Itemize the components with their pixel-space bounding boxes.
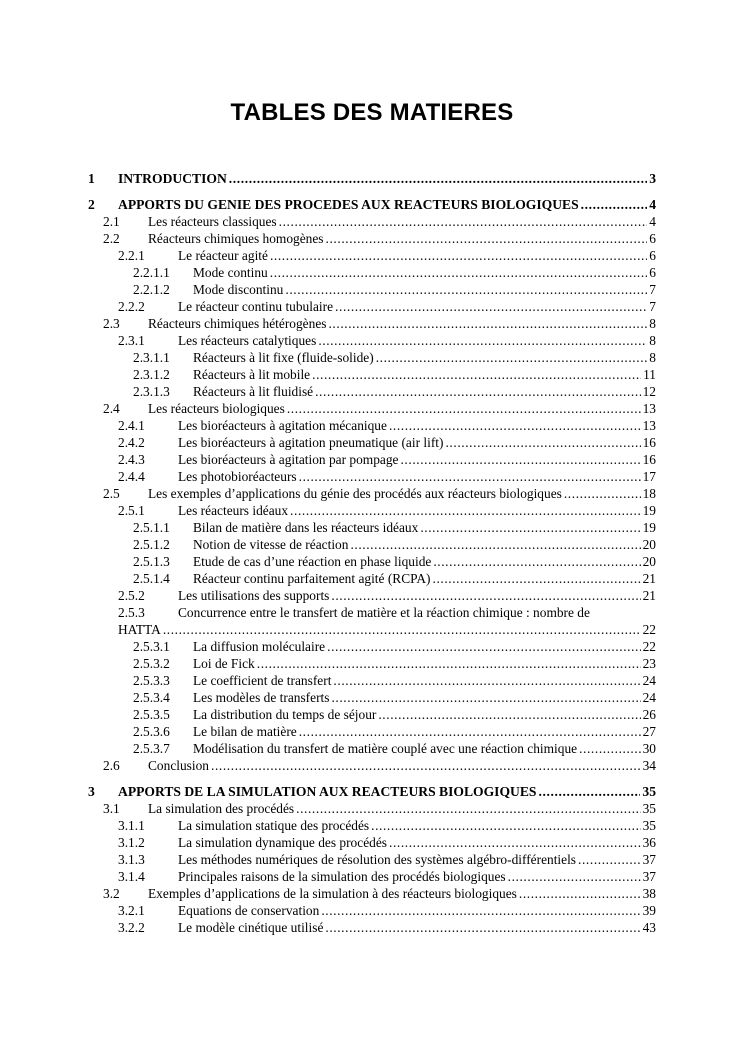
toc-entry-number: 3.2 — [103, 886, 120, 901]
toc-entry-title: Etude de cas d’une réaction en phase liquide — [193, 554, 432, 569]
toc-entry-page: 3 — [649, 171, 656, 186]
toc-entry-title: Les bioréacteurs à agitation pneumatique (air lift) — [178, 435, 444, 450]
toc-leader-dots — [163, 621, 641, 638]
toc-entry[interactable] — [88, 264, 656, 281]
toc-entry[interactable] — [88, 383, 656, 400]
toc-entry-number: 2.1 — [103, 214, 120, 229]
toc-leader-dots — [581, 196, 648, 213]
toc-leader-dots — [389, 417, 641, 434]
toc-leader-dots — [257, 655, 641, 672]
toc-entry-page: 36 — [642, 835, 656, 850]
toc-leader-dots — [335, 298, 647, 315]
toc-entry[interactable] — [88, 723, 656, 740]
toc-entry-title: Réacteurs à lit mobile — [193, 367, 311, 382]
toc-leader-dots — [327, 638, 640, 655]
toc-leader-dots — [315, 383, 641, 400]
toc-entry[interactable] — [88, 868, 656, 885]
toc-entry-page: 26 — [642, 707, 656, 722]
toc-entry-title: Le modèle cinétique utilisé — [178, 920, 324, 935]
toc-entry-title: La simulation statique des procédés — [178, 818, 370, 833]
toc-entry-number: 2.5.1.3 — [133, 554, 170, 569]
toc-entry-page: 19 — [642, 520, 656, 535]
toc-leader-dots — [578, 851, 641, 868]
toc-entry-page: 13 — [642, 418, 656, 433]
toc-entry[interactable] — [88, 655, 656, 672]
toc-entry-title: APPORTS DU GENIE DES PROCEDES AUX REACTEURS BIOLOGIQUES — [118, 197, 579, 212]
toc-entry-number: 2.5.3.4 — [133, 690, 170, 705]
toc-entry-title: Mode continu — [193, 265, 268, 280]
toc-leader-dots — [325, 919, 640, 936]
toc-leader-dots — [285, 281, 647, 298]
toc-entry-page: 18 — [642, 486, 656, 501]
toc-entry-title: Réacteurs chimiques homogènes — [148, 231, 324, 246]
toc-entry-number: 3 — [88, 784, 95, 799]
toc-entry[interactable] — [88, 919, 656, 936]
toc-entry-title: Les méthodes numériques de résolution des systèmes algébro-différentiels — [178, 852, 577, 867]
toc-leader-dots — [229, 170, 647, 187]
toc-entry-page: 39 — [642, 903, 656, 918]
toc-entry[interactable] — [88, 587, 656, 604]
toc-entry-title: Réacteurs à lit fixe (fluide-solide) — [193, 350, 374, 365]
toc-entry-page: 34 — [642, 758, 656, 773]
toc-entry-page: 8 — [649, 350, 656, 365]
toc-entry-number: 3.2.1 — [118, 903, 145, 918]
toc-entry-page: 17 — [642, 469, 656, 484]
toc-entry-title: Réacteurs à lit fluidisé — [193, 384, 314, 399]
toc-entry-title: Principales raisons de la simulation des procédés biologiques — [178, 869, 506, 884]
toc-entry-title: Les bioréacteurs à agitation mécanique — [178, 418, 387, 433]
toc-entry-number: 2.5.3.1 — [133, 639, 170, 654]
toc-entry[interactable] — [88, 196, 656, 213]
toc-entry-number: 2.3.1.2 — [133, 367, 170, 382]
toc-entry-page: 6 — [649, 248, 656, 263]
toc-entry-page: 37 — [642, 852, 656, 867]
toc-leader-dots — [433, 570, 641, 587]
toc-entry-number: 2.5.1 — [118, 503, 145, 518]
toc-entry[interactable] — [88, 834, 656, 851]
toc-entry[interactable] — [88, 434, 656, 451]
toc-entry-number: 2.2.1 — [118, 248, 145, 263]
toc-entry[interactable] — [88, 519, 656, 536]
toc-entry[interactable] — [88, 638, 656, 655]
toc-entry[interactable] — [88, 468, 656, 485]
toc-entry[interactable] — [88, 604, 656, 621]
toc-entry-number: 3.1.1 — [118, 818, 145, 833]
toc-entry[interactable] — [88, 570, 656, 587]
toc-entry-page: 4 — [649, 197, 656, 212]
toc-leader-dots — [270, 247, 647, 264]
table-of-contents — [88, 170, 656, 936]
toc-leader-dots — [318, 332, 647, 349]
toc-entry[interactable] — [88, 332, 656, 349]
toc-entry-number: 2.6 — [103, 758, 120, 773]
toc-entry[interactable] — [88, 451, 656, 468]
toc-entry-page: 7 — [649, 299, 656, 314]
toc-entry-number: 2.5.1.1 — [133, 520, 170, 535]
toc-leader-dots — [328, 315, 647, 332]
toc-entry-page: 43 — [642, 920, 656, 935]
toc-entry-number: 2.3.1.1 — [133, 350, 170, 365]
toc-entry[interactable] — [88, 502, 656, 519]
toc-leader-dots — [539, 783, 641, 800]
toc-entry-page: 6 — [649, 265, 656, 280]
toc-entry-title: Les réacteurs idéaux — [178, 503, 289, 518]
toc-entry[interactable] — [88, 366, 656, 383]
toc-leader-dots — [312, 366, 641, 383]
toc-entry[interactable] — [88, 281, 656, 298]
toc-leader-dots — [420, 519, 640, 536]
toc-entry-title: APPORTS DE LA SIMULATION AUX REACTEURS BIOLOGIQUES — [118, 784, 537, 799]
toc-entry-title: Les réacteurs classiques — [148, 214, 277, 229]
toc-leader-dots — [400, 451, 640, 468]
toc-entry-number: 2.5.2 — [118, 588, 145, 603]
toc-leader-dots — [389, 834, 641, 851]
toc-entry-number: 2.4.4 — [118, 469, 145, 484]
toc-entry-page: 8 — [649, 316, 656, 331]
toc-entry-page: 8 — [649, 333, 656, 348]
toc-leader-dots — [433, 553, 640, 570]
toc-entry-title: La simulation dynamique des procédés — [178, 835, 387, 850]
toc-entry-number: 2.5.3.7 — [133, 741, 170, 756]
toc-entry-number: 1 — [88, 171, 95, 186]
toc-entry[interactable] — [88, 902, 656, 919]
toc-entry[interactable] — [88, 400, 656, 417]
toc-entry[interactable] — [88, 757, 656, 774]
toc-leader-dots — [331, 587, 640, 604]
toc-entry-title: Réacteur continu parfaitement agité (RCPA) — [193, 571, 431, 586]
toc-entry-page: 35 — [642, 818, 656, 833]
toc-entry-number: 2.5.1.4 — [133, 571, 170, 586]
toc-entry-number: 3.2.2 — [118, 920, 145, 935]
toc-entry-continuation[interactable] — [88, 621, 656, 638]
toc-entry-page: 21 — [642, 588, 656, 603]
toc-leader-dots — [508, 868, 641, 885]
toc-entry-page: 7 — [649, 282, 656, 297]
toc-entry-page: 13 — [642, 401, 656, 416]
toc-entry-title: Les photobioréacteurs — [178, 469, 297, 484]
toc-entry-number: 2.3 — [103, 316, 120, 331]
toc-entry-number: 2.2.2 — [118, 299, 145, 314]
toc-entry-page: 19 — [642, 503, 656, 518]
toc-leader-dots — [445, 434, 640, 451]
toc-entry-title: Concurrence entre le transfert de matière et la réaction chimique : nombre de — [178, 605, 590, 620]
toc-leader-dots — [296, 800, 640, 817]
toc-entry-title: Les utilisations des supports — [178, 588, 330, 603]
toc-entry-number: 2.5.3.6 — [133, 724, 170, 739]
toc-entry-number: 2.5.1.2 — [133, 537, 170, 552]
toc-entry[interactable] — [88, 783, 656, 800]
toc-leader-dots — [321, 902, 640, 919]
toc-entry[interactable] — [88, 170, 656, 187]
toc-leader-dots — [579, 740, 641, 757]
toc-entry-title: Les exemples d’applications du génie des procédés aux réacteurs biologiques — [148, 486, 562, 501]
toc-entry-title: Le coefficient de transfert — [193, 673, 332, 688]
toc-entry-number: 2 — [88, 197, 95, 212]
toc-leader-dots — [279, 213, 648, 230]
toc-entry[interactable] — [88, 230, 656, 247]
toc-entry-page: 35 — [642, 784, 656, 799]
toc-entry-number: 2.5.3 — [118, 605, 145, 620]
toc-entry-title: HATTA — [118, 622, 161, 637]
toc-entry-number: 2.2 — [103, 231, 120, 246]
toc-entry-page: 35 — [642, 801, 656, 816]
toc-entry-title: Le bilan de matière — [193, 724, 297, 739]
toc-entry-title: Les modèles de transferts — [193, 690, 330, 705]
page-title: TABLES DES MATIERES — [230, 99, 514, 126]
toc-entry-title: Conclusion — [148, 758, 210, 773]
toc-entry-title: Notion de vitesse de réaction — [193, 537, 349, 552]
toc-entry[interactable] — [88, 553, 656, 570]
toc-entry-page: 16 — [642, 435, 656, 450]
toc-entry-number: 2.4 — [103, 401, 120, 416]
toc-entry-title: Equations de conservation — [178, 903, 320, 918]
toc-leader-dots — [350, 536, 640, 553]
toc-entry[interactable] — [88, 740, 656, 757]
toc-entry-number: 3.1.2 — [118, 835, 145, 850]
toc-entry[interactable] — [88, 247, 656, 264]
toc-entry-page: 20 — [642, 537, 656, 552]
toc-leader-dots — [564, 485, 641, 502]
toc-entry-title: Exemples d’applications de la simulation à des réacteurs biologiques — [148, 886, 517, 901]
toc-entry[interactable] — [88, 689, 656, 706]
toc-entry-number: 3.1.3 — [118, 852, 145, 867]
toc-leader-dots — [290, 502, 641, 519]
toc-entry-page: 22 — [642, 622, 656, 637]
toc-entry-number: 2.5.3.3 — [133, 673, 170, 688]
toc-entry-title: Réacteurs chimiques hétérogènes — [148, 316, 327, 331]
toc-entry-page: 37 — [642, 869, 656, 884]
toc-entry-number: 3.1.4 — [118, 869, 145, 884]
toc-leader-dots — [287, 400, 641, 417]
toc-entry-number: 2.2.1.2 — [133, 282, 170, 297]
toc-entry[interactable] — [88, 485, 656, 502]
toc-leader-dots — [378, 706, 640, 723]
toc-entry[interactable] — [88, 349, 656, 366]
toc-leader-dots — [376, 349, 648, 366]
toc-entry-title: Les réacteurs catalytiques — [178, 333, 317, 348]
toc-entry-page: 38 — [642, 886, 656, 901]
toc-entry-page: 11 — [643, 367, 656, 382]
toc-entry-title: Les réacteurs biologiques — [148, 401, 285, 416]
toc-leader-dots — [331, 689, 640, 706]
toc-entry-number: 2.5.3.2 — [133, 656, 170, 671]
toc-entry-page: 22 — [642, 639, 656, 654]
toc-entry[interactable] — [88, 213, 656, 230]
toc-entry-title: Bilan de matière dans les réacteurs idéaux — [193, 520, 419, 535]
toc-entry-number: 2.2.1.1 — [133, 265, 170, 280]
toc-entry[interactable] — [88, 298, 656, 315]
toc-entry-number: 2.4.3 — [118, 452, 145, 467]
toc-entry-page: 21 — [642, 571, 656, 586]
toc-entry-title: La distribution du temps de séjour — [193, 707, 377, 722]
toc-leader-dots — [326, 230, 648, 247]
toc-entry-number: 2.5.3.5 — [133, 707, 170, 722]
toc-entry[interactable] — [88, 672, 656, 689]
toc-entry[interactable] — [88, 706, 656, 723]
toc-entry-page: 30 — [642, 741, 656, 756]
toc-entry-title: Le réacteur continu tubulaire — [178, 299, 334, 314]
toc-leader-dots — [333, 672, 640, 689]
toc-entry-page: 16 — [642, 452, 656, 467]
toc-leader-dots — [299, 723, 641, 740]
toc-entry[interactable] — [88, 851, 656, 868]
toc-entry-title: Le réacteur agité — [178, 248, 268, 263]
toc-entry-title: Loi de Fick — [193, 656, 255, 671]
toc-entry-number: 3.1 — [103, 801, 120, 816]
toc-entry-number: 2.3.1.3 — [133, 384, 170, 399]
toc-entry-title: Modélisation du transfert de matière couplé avec une réaction chimique — [193, 741, 578, 756]
toc-entry-page: 6 — [649, 231, 656, 246]
toc-entry-page: 12 — [642, 384, 656, 399]
toc-leader-dots — [371, 817, 640, 834]
toc-entry[interactable] — [88, 417, 656, 434]
toc-entry-page: 4 — [649, 214, 656, 229]
toc-entry-page: 20 — [642, 554, 656, 569]
toc-entry[interactable] — [88, 817, 656, 834]
toc-entry-number: 2.4.2 — [118, 435, 145, 450]
toc-entry[interactable] — [88, 800, 656, 817]
toc-entry-title: La diffusion moléculaire — [193, 639, 326, 654]
toc-entry-number: 2.4.1 — [118, 418, 145, 433]
toc-entry[interactable] — [88, 885, 656, 902]
toc-entry-title: Les bioréacteurs à agitation par pompage — [178, 452, 399, 467]
toc-entry-page: 23 — [642, 656, 656, 671]
toc-entry-page: 24 — [642, 673, 656, 688]
toc-entry-title: Mode discontinu — [193, 282, 284, 297]
toc-entry-number: 2.3.1 — [118, 333, 145, 348]
toc-entry-number: 2.5 — [103, 486, 120, 501]
toc-entry[interactable] — [88, 536, 656, 553]
toc-entry-title: INTRODUCTION — [118, 171, 227, 186]
toc-leader-dots — [299, 468, 641, 485]
toc-entry-title: La simulation des procédés — [148, 801, 295, 816]
toc-entry[interactable] — [88, 315, 656, 332]
toc-leader-dots — [270, 264, 648, 281]
toc-entry-page: 27 — [642, 724, 656, 739]
toc-entry-page: 24 — [642, 690, 656, 705]
toc-leader-dots — [211, 757, 641, 774]
toc-leader-dots — [519, 885, 641, 902]
